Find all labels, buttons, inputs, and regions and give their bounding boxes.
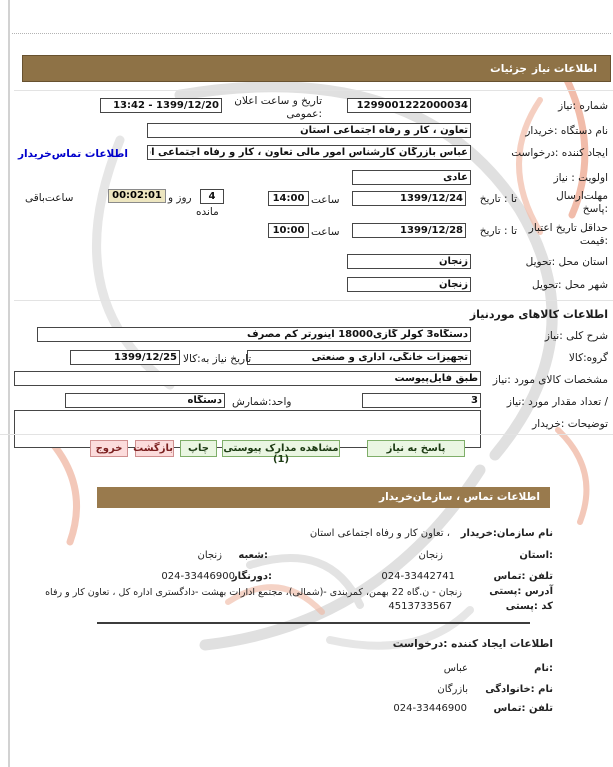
contact-branch-value: زنجان — [197, 550, 222, 561]
creator-phone-value: 024-33446900 — [393, 703, 467, 714]
buyer-org-input[interactable] — [147, 123, 471, 138]
top-dotted-divider — [12, 33, 611, 34]
creator-last-name-label: نام :خانوادگی — [485, 684, 553, 695]
contact-phone-label: تلفن :تماس — [493, 571, 553, 582]
buttons-divider — [0, 434, 613, 435]
org-name-label: نام سازمان:خریدار — [460, 528, 553, 539]
priority-label: اولویت : نیاز — [553, 172, 608, 184]
contact-address-value: زنجان - ن.گاه 22 بهمن، کمربندی -(شمالی)، مجتمع ادارات بهشت -دادگستری اداره کل ، تعاون کار و رفاه — [45, 587, 462, 598]
contact-phone-value: 024-33442741 — [381, 571, 455, 582]
postal-code-value: 4513733567 — [388, 601, 452, 612]
contact-address-label: آدرس :پستی — [489, 586, 553, 597]
goods-specs-input[interactable] — [14, 371, 481, 386]
need-description-input[interactable] — [37, 327, 471, 342]
price-validity-date-input[interactable] — [352, 223, 466, 238]
delivery-city-input[interactable] — [347, 277, 471, 292]
goods-category-input[interactable] — [247, 350, 471, 365]
contact-province-value: زنجان — [418, 550, 443, 561]
countdown-days-input[interactable] — [200, 189, 224, 204]
goods-quantity-label: / تعداد مقدار مورد :نیاز — [506, 396, 608, 408]
countdown-suffix2-label: مانده — [196, 206, 219, 218]
delivery-province-label: استان محل :تحویل — [525, 256, 608, 268]
reply-deadline-until-label: تا : تاریخ — [479, 193, 517, 205]
goods-need-date-label: تاریخ نیاز به:کالا — [183, 353, 252, 365]
delivery-province-input[interactable] — [347, 254, 471, 269]
goods-category-label: گروه:کالا — [568, 352, 608, 364]
contact-fax-label: :دورنگار — [231, 571, 272, 582]
goods-unit-label: واحد:شمارش — [232, 396, 292, 408]
request-creator-label: ایجاد کننده :درخواست — [511, 147, 608, 159]
contact-province-label: :استان — [519, 550, 553, 561]
exit-button[interactable]: خروج — [90, 440, 128, 457]
contact-branch-label: :شعبه — [238, 550, 268, 561]
buyer-org-label: نام دستگاه :خریدار — [525, 125, 608, 137]
reply-to-need-button[interactable]: پاسخ به نیاز — [367, 440, 465, 457]
announce-datetime-label: تاریخ و ساعت اعلان :عمومی — [234, 95, 322, 121]
buyer-notes-label: توضیحات :خریدار — [532, 418, 608, 430]
need-number-label: شماره :نیاز — [558, 100, 608, 112]
tab-details[interactable]: جزئیات — [490, 63, 527, 75]
page-left-border — [8, 0, 10, 767]
print-button[interactable]: چاپ — [180, 440, 217, 457]
tab-need-info[interactable]: اطلاعات نیاز — [532, 63, 597, 75]
countdown-suffix-label: ساعت‌باقی — [25, 192, 74, 204]
tab-bar — [22, 55, 611, 82]
contact-fax-value: 024-33446900 — [161, 571, 235, 582]
goods-unit-input[interactable] — [65, 393, 225, 408]
request-creator-input[interactable] — [147, 145, 471, 160]
price-validity-label: حداقل تاریخ اعتبار :قیمت — [528, 222, 608, 248]
section-divider — [14, 300, 613, 301]
price-validity-time-input[interactable] — [268, 223, 309, 238]
price-validity-time-label: ساعت — [311, 226, 340, 238]
postal-code-label: کد :پستی — [505, 601, 553, 612]
creator-first-name-value: عباس — [443, 663, 468, 674]
buyer-contact-link[interactable]: اطلاعات تماس‌خریدار — [18, 148, 128, 160]
need-number-input[interactable] — [347, 98, 471, 113]
need-description-label: شرح کلی :نیاز — [544, 330, 608, 342]
announce-datetime-input[interactable] — [100, 98, 222, 113]
creator-section-divider — [97, 622, 530, 624]
reply-deadline-time-input[interactable] — [268, 191, 309, 206]
reply-deadline-time-label: ساعت — [311, 194, 340, 206]
creator-first-name-label: :نام — [534, 663, 553, 674]
contact-section-bar: اطلاعات تماس ، سازمان‌خریدار — [97, 487, 550, 508]
view-attached-docs-button[interactable]: مشاهده مدارک پیوستی (1) — [222, 440, 340, 457]
goods-quantity-input[interactable] — [362, 393, 481, 408]
delivery-city-label: شهر محل :تحویل — [532, 279, 608, 291]
creator-phone-label: تلفن :تماس — [493, 703, 553, 714]
countdown-time-box: 00:02:01 — [108, 189, 166, 203]
tabbar-underline — [14, 90, 613, 91]
creator-section-title: اطلاعات ایجاد کننده :درخواست — [392, 638, 553, 650]
priority-input[interactable] — [352, 170, 471, 185]
goods-section-title: اطلاعات کالاهای موردنیاز — [469, 308, 608, 321]
creator-last-name-value: بازرگان — [437, 684, 468, 695]
goods-need-date-input[interactable] — [70, 350, 180, 365]
price-validity-until-label: تا : تاریخ — [479, 225, 517, 237]
countdown-days-label: روز و — [168, 192, 192, 204]
back-button[interactable]: بازگشت — [135, 440, 174, 457]
reply-deadline-label: مهلت‌ارسال :پاسخ — [556, 190, 608, 216]
reply-deadline-date-input[interactable] — [352, 191, 466, 206]
org-name-value: ، تعاون کار و رفاه اجتماعی استان — [309, 528, 450, 539]
goods-specs-label: مشخصات کالای مورد :نیاز — [492, 374, 608, 386]
